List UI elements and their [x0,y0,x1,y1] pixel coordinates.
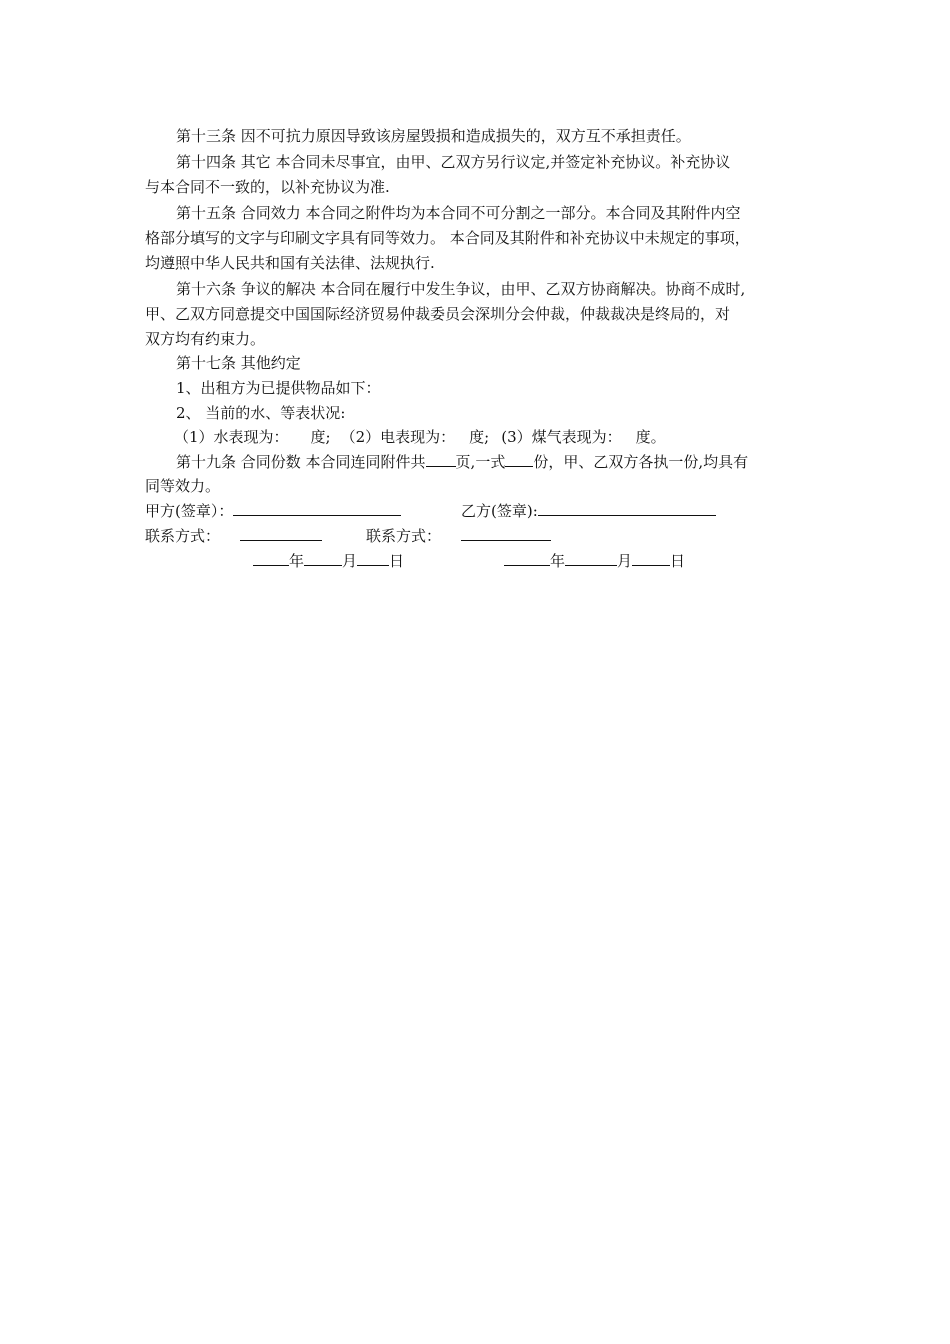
gas-meter-label: (3）煤气表现为： [501,428,622,446]
article-17-title: 第十七条 其他约定 [176,354,301,372]
party-b-date-row [504,551,685,571]
party-a-month-blank[interactable] [304,551,342,566]
party-b-year-blank[interactable] [504,551,550,566]
party-a-signature-row [145,501,401,521]
copies-blank[interactable] [505,452,533,467]
party-b-label: 乙方(签章): [461,502,538,520]
party-a-contact-blank[interactable] [240,526,322,541]
article-14-line-2: 与本合同不一致的，以补充协议为准. [145,178,390,196]
party-b-day-blank[interactable] [632,551,670,566]
party-b-month-label: 月 [617,552,633,570]
article-16-line-3: 双方均有约束力。 [145,330,266,348]
party-a-date-row [253,551,404,571]
water-meter-unit: 度; [310,428,331,446]
party-a-month-label: 月 [342,552,358,570]
article-19-line-2: 同等效力。 [145,477,221,495]
article-16-line-1: 第十六条 争议的解决 本合同在履行中发生争议，由甲、乙双方协商解决。协商不成时, [176,280,746,298]
article-19-mid-1: 页,一式 [455,453,506,471]
article-15-line-2: 格部分填写的文字与印刷文字具有同等效力。 本合同及其附件和补充协议中未规定的事项， [145,229,750,247]
article-17-item-2: 2、 当前的水、等表状况: [176,404,346,422]
party-b-month-blank[interactable] [565,551,617,566]
pages-blank[interactable] [426,452,456,467]
party-b-contact-label: 联系方式： [366,527,442,545]
article-13: 第十三条 因不可抗力原因导致该房屋毁损和造成损失的，双方互不承担责任。 [176,127,691,145]
gas-meter-unit: 度。 [635,428,666,446]
party-a-contact-label: 联系方式： [145,527,221,545]
electric-meter-label: （2）电表现为： [340,428,456,446]
article-17-item-1: 1、出租方为已提供物品如下： [176,379,381,397]
party-b-contact-blank[interactable] [461,526,551,541]
meter-readings [174,427,666,447]
party-a-signature-blank[interactable] [233,501,401,516]
water-meter-label: （1）水表现为： [174,428,289,446]
party-b-signature-blank[interactable] [538,501,716,516]
party-b-signature-row [461,501,716,521]
party-a-contact-row [145,526,322,546]
article-15-line-1: 第十五条 合同效力 本合同之附件均为本合同不可分割之一部分。本合同及其附件内空 [176,204,741,222]
article-19-line-1 [176,452,748,472]
party-b-contact-row [366,526,551,546]
article-16-line-2: 甲、乙双方同意提交中国国际经济贸易仲裁委员会深圳分会仲裁，仲裁裁决是终局的，对 [145,305,731,323]
party-a-day-blank[interactable] [357,551,389,566]
party-b-day-label: 日 [670,552,686,570]
party-b-year-label: 年 [550,552,566,570]
article-19-prefix: 第十九条 合同份数 本合同连同附件共 [176,453,426,471]
article-14-line-1: 第十四条 其它 本合同未尽事宜，由甲、乙双方另行议定,并签定补充协议。补充协议 [176,153,731,171]
party-a-label: 甲方(签章）： [145,502,234,520]
party-a-year-blank[interactable] [253,551,289,566]
party-a-year-label: 年 [289,552,305,570]
article-19-mid-2: 份，甲、乙双方各执一份,均具有 [533,453,749,471]
electric-meter-unit: 度; [469,428,490,446]
party-a-day-label: 日 [389,552,405,570]
article-15-line-3: 均遵照中华人民共和国有关法律、法规执行. [145,254,435,272]
